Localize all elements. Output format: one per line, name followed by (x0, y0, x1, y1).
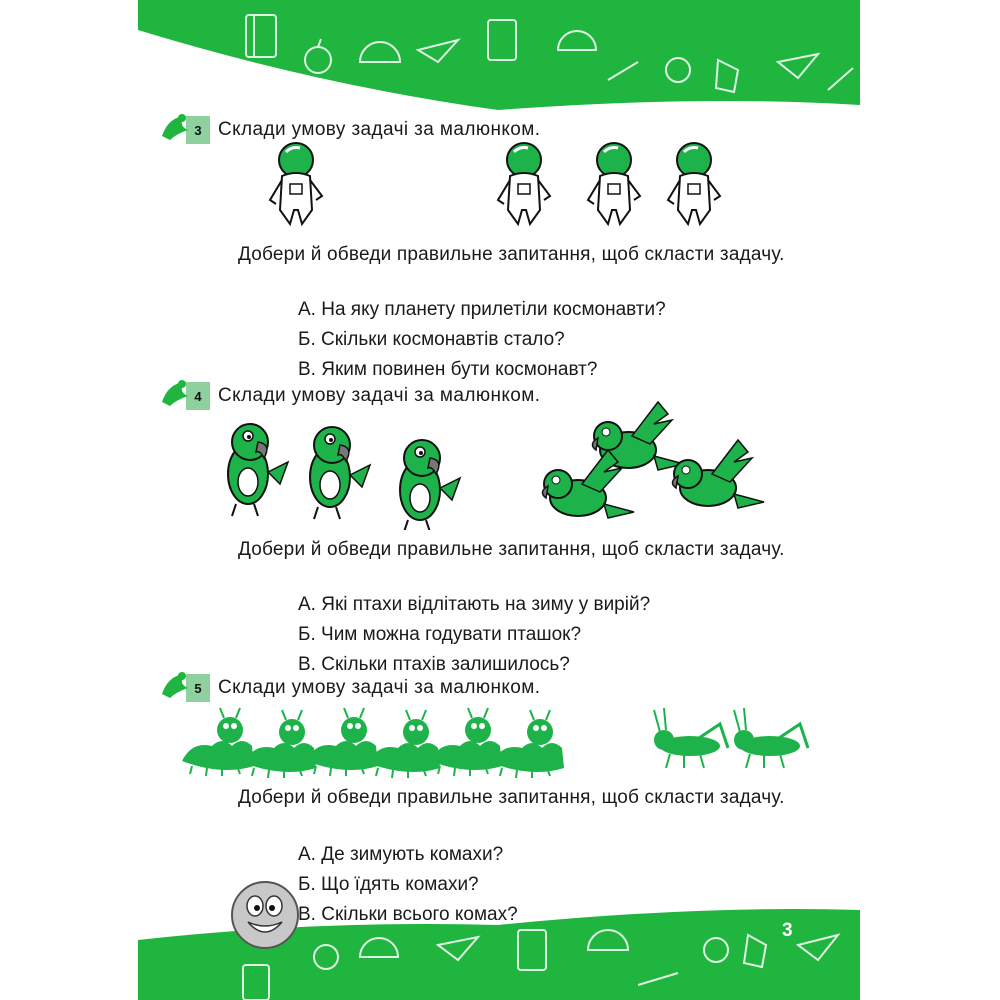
option-c[interactable]: В. Скільки всього комах? (298, 904, 518, 925)
mascot-icon (158, 374, 194, 410)
flying-parrot-icon (672, 440, 764, 508)
option-b[interactable]: Б. Чим можна годувати пташок? (298, 624, 582, 645)
parrots-picture (218, 400, 788, 530)
task-number-badge: 5 (186, 674, 210, 702)
option-b[interactable]: Б. Що їдять комахи? (298, 874, 479, 895)
grasshopper-icon (734, 708, 808, 768)
option-c[interactable]: В. Яким повинен бути космонавт? (298, 359, 598, 380)
parrot-icon (310, 427, 370, 519)
task-title: Склади умову задачі за малюнком. (218, 385, 541, 406)
caterpillar-icon (244, 710, 316, 778)
astronauts-picture (268, 140, 738, 230)
option-a[interactable]: А. Де зимують комахи? (298, 844, 504, 865)
task-title: Склади умову задачі за малюнком. (218, 677, 541, 698)
caterpillar-icon (306, 708, 378, 776)
astronaut-icon (668, 143, 720, 224)
astronaut-icon (270, 143, 322, 224)
task-5-prompt: Добери й обведи правильне запитання, щоб скласти задачу. (238, 787, 785, 808)
task-number-badge: 4 (186, 382, 210, 410)
task-5-header (158, 674, 540, 702)
task-3-options (298, 295, 666, 385)
option-b[interactable]: Б. Скільки космонавтів стало? (298, 329, 565, 350)
workbook-page (138, 0, 860, 1000)
smiley-face-icon (230, 880, 300, 950)
parrot-icon (400, 440, 460, 530)
task-number-badge: 3 (186, 116, 210, 144)
option-a[interactable]: А. На яку планету прилетіли космонавти? (298, 299, 666, 320)
insects-picture (182, 700, 812, 780)
caterpillar-icon (430, 708, 502, 776)
option-a[interactable]: А. Які птахи відлітають на зиму у вирій? (298, 594, 651, 615)
mascot-icon (158, 666, 194, 702)
task-4-prompt: Добери й обведи правильне запитання, щоб скласти задачу. (238, 539, 785, 560)
task-5-options (298, 840, 518, 930)
astronaut-icon (588, 143, 640, 224)
mascot-icon (158, 108, 194, 144)
top-banner (138, 0, 860, 120)
astronaut-icon (498, 143, 550, 224)
option-c[interactable]: В. Скільки птахів залишилось? (298, 654, 570, 675)
task-title: Склади умову задачі за малюнком. (218, 119, 541, 140)
parrot-icon (228, 424, 288, 516)
caterpillar-icon (182, 708, 254, 776)
caterpillar-icon (368, 710, 440, 778)
page-number: 3 (782, 920, 793, 941)
grasshopper-icon (654, 708, 728, 768)
task-4-options (298, 590, 650, 680)
task-3-prompt: Добери й обведи правильне запитання, щоб скласти задачу. (238, 244, 785, 265)
caterpillar-icon (492, 710, 564, 778)
